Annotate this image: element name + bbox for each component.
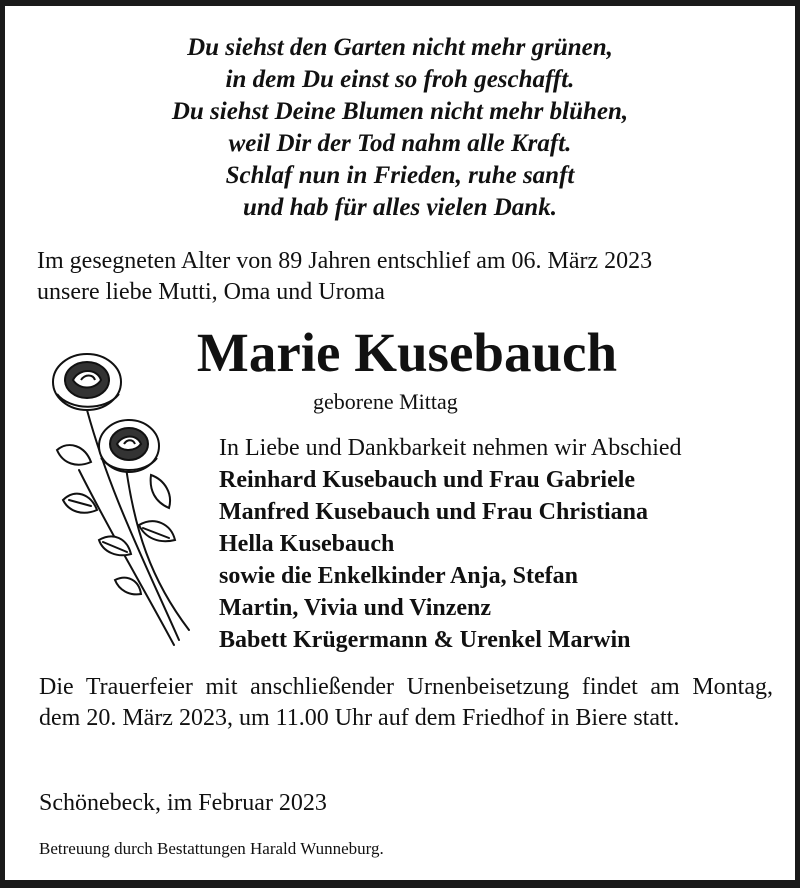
mourner-line: Babett Krügermann & Urenkel Marwin <box>219 627 631 653</box>
roses-icon <box>39 350 199 650</box>
deceased-name: Marie Kusebauch <box>196 322 618 383</box>
poem-line: Du siehst Deine Blumen nicht mehr blühen, <box>171 98 629 125</box>
announcement-line: unsere liebe Mutti, Oma und Uroma <box>37 279 385 305</box>
poem <box>5 32 795 224</box>
mourner-line: Hella Kusebauch <box>219 531 395 557</box>
poem-line: in dem Du einst so froh geschafft. <box>225 66 575 93</box>
poem-line: weil Dir der Tod nahm alle Kraft. <box>228 130 572 157</box>
poem-line: und hab für alles vielen Dank. <box>243 194 557 221</box>
poem-line: Schlaf nun in Frieden, ruhe sanft <box>225 162 575 189</box>
mourner-line: sowie die Enkelkinder Anja, Stefan <box>219 563 578 589</box>
death-announcement <box>37 246 777 308</box>
mourner-line: Manfred Kusebauch und Frau Christiana <box>219 499 648 525</box>
poem-line: Du siehst den Garten nicht mehr grünen, <box>187 34 613 61</box>
farewell-heading: In Liebe und Dankbarkeit nehmen wir Abschied <box>219 435 682 461</box>
mourner-line: Reinhard Kusebauch und Frau Gabriele <box>219 467 636 493</box>
mourners-list <box>219 432 779 656</box>
place-and-date: Schönebeck, im Februar 2023 <box>39 790 327 816</box>
funeral-service-info: Die Trauerfeier mit anschließender Urnenbeisetzung findet am Montag, dem 20. März 2023, um 11.00 Uhr auf dem Friedhof in Biere statt. <box>39 674 773 731</box>
undertaker-credit: Betreuung durch Bestattungen Harald Wunneburg. <box>39 839 384 858</box>
mourner-line: Martin, Vivia und Vinzenz <box>219 595 492 621</box>
maiden-name: geborene Mittag <box>313 389 458 414</box>
announcement-line: Im gesegneten Alter von 89 Jahren entschlief am 06. März 2023 <box>37 248 653 274</box>
